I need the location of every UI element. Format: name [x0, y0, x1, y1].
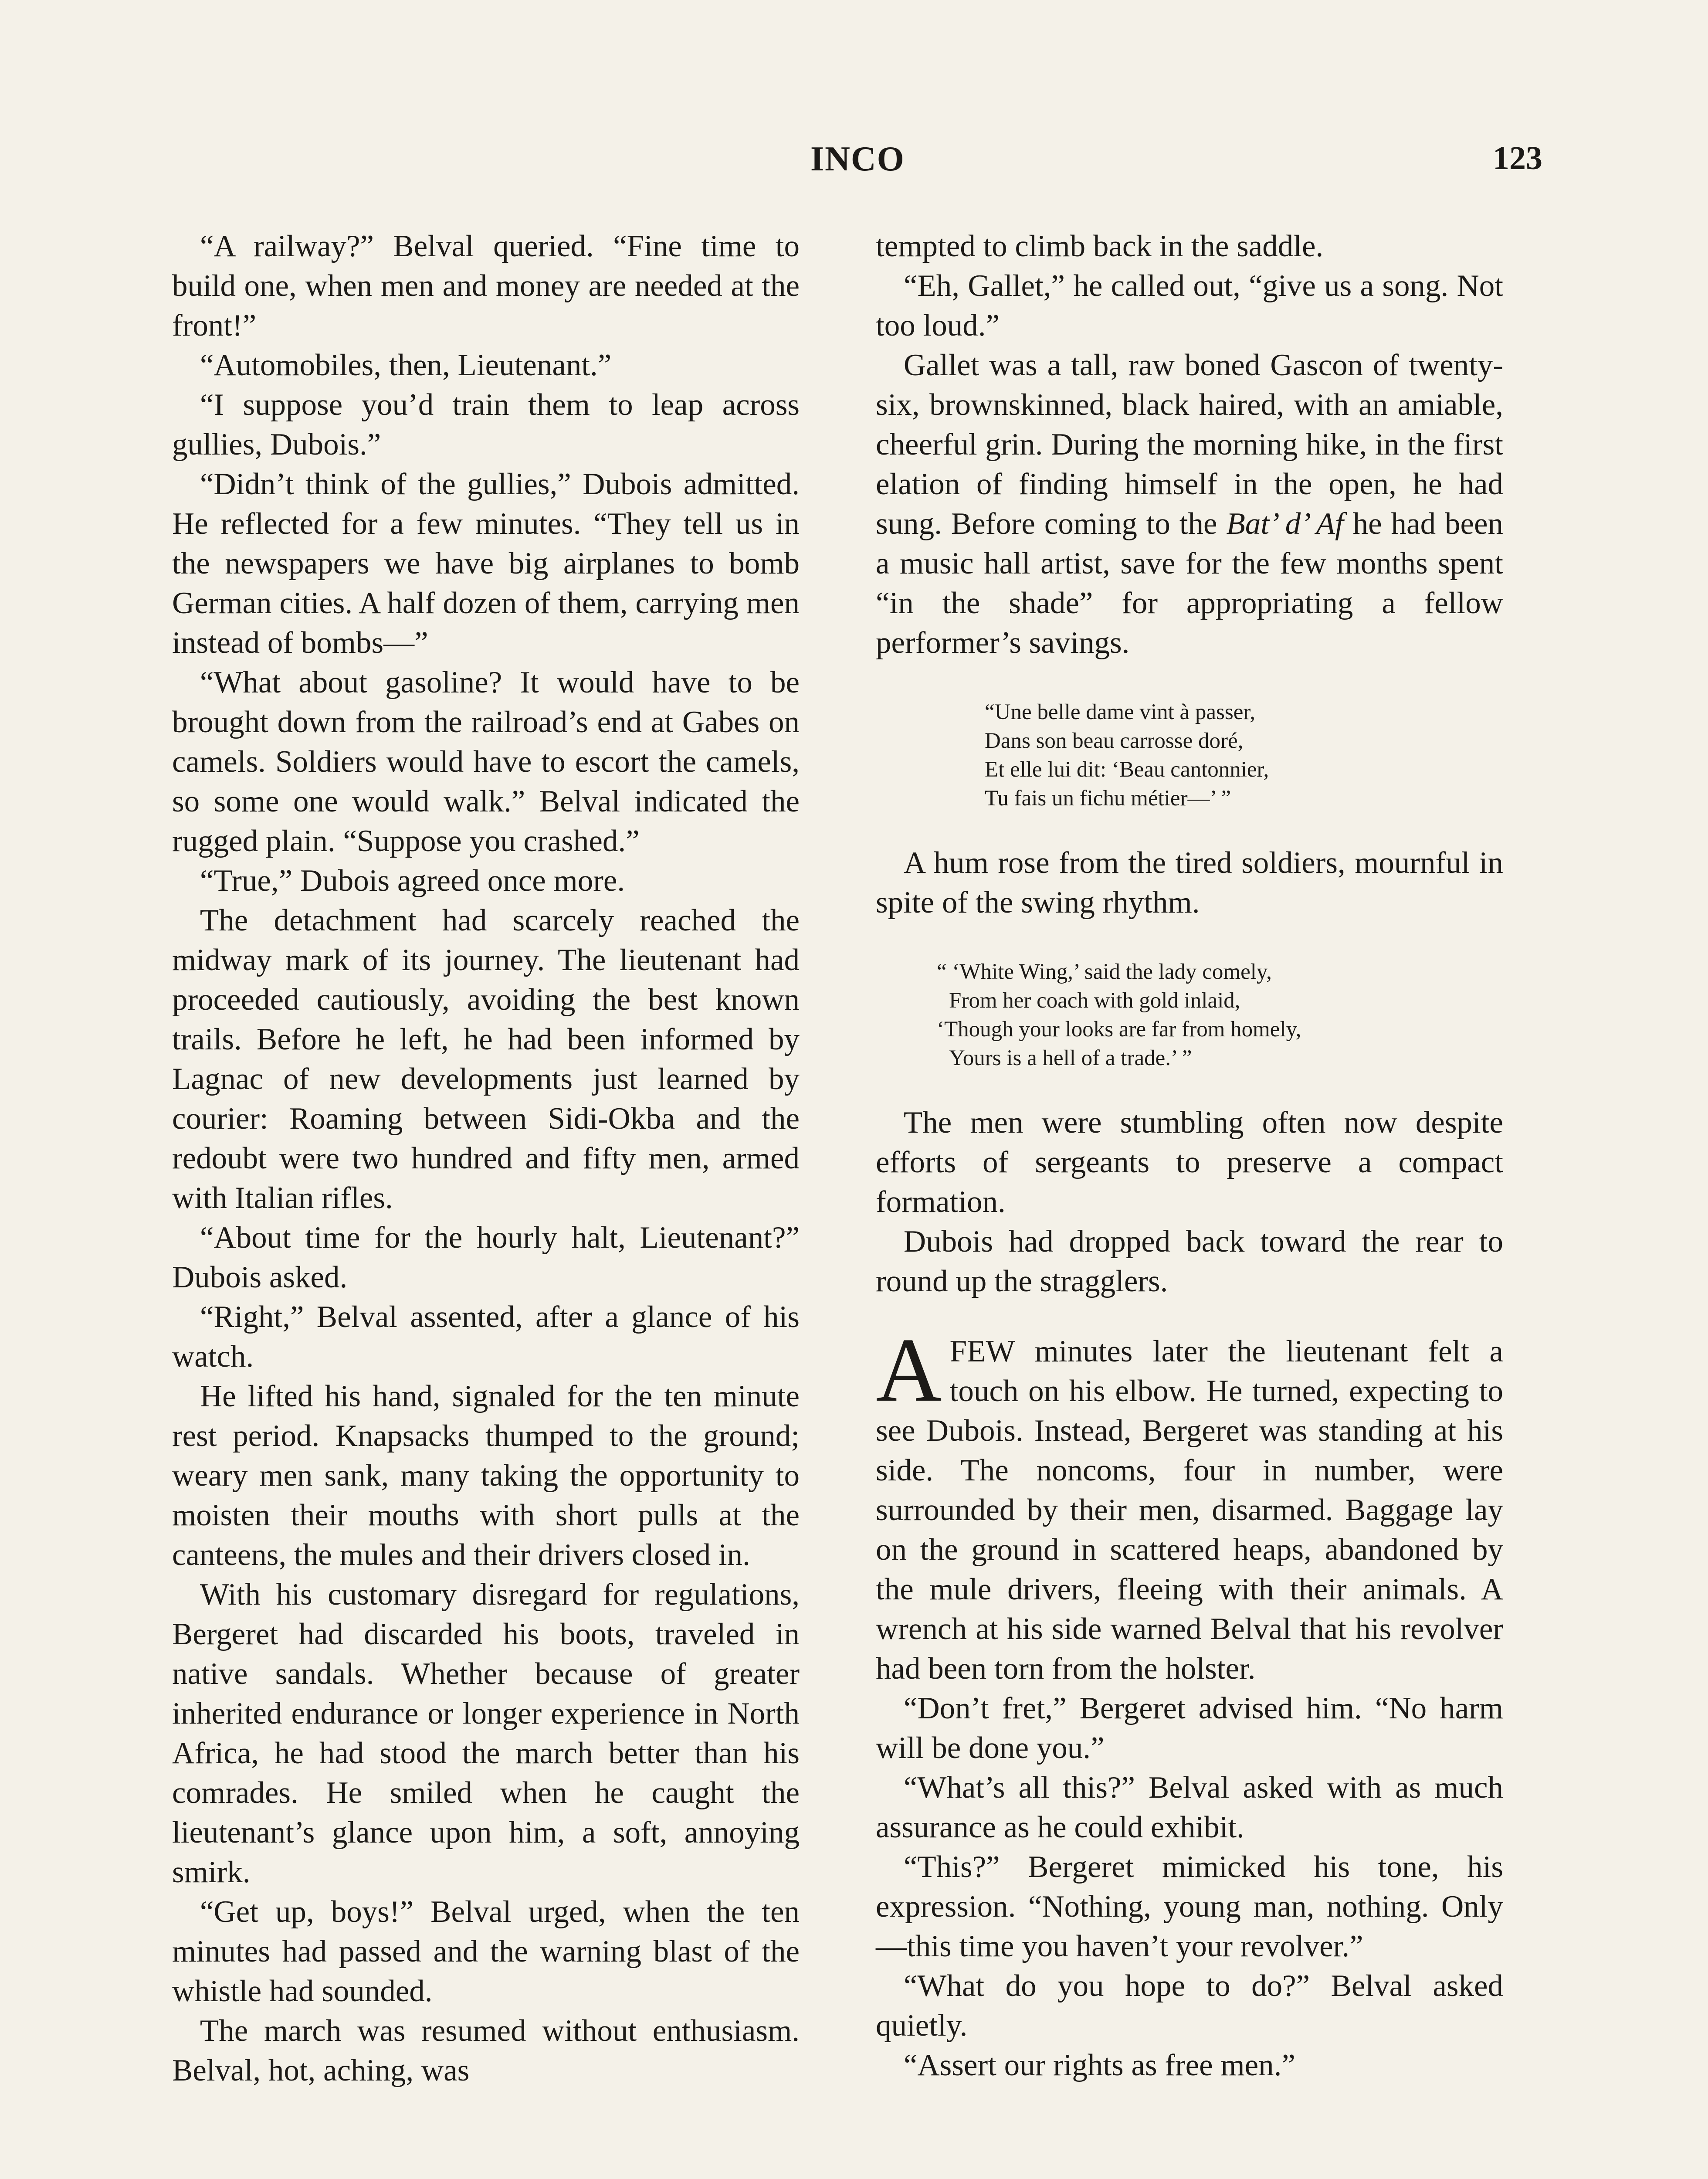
paragraph: “I suppose you’d train them to leap across gullies, Dubois.”	[172, 388, 800, 462]
paragraph: “Automobiles, then, Lieutenant.”	[200, 348, 612, 382]
paragraph: “This?” Bergeret mimicked his tone, his expression. “Nothing, young man, nothing. Only—this time you haven’t your revolver.”	[876, 1850, 1503, 1963]
paragraph: “What’s all this?” Belval asked with as much assurance as he could exhibit.	[876, 1771, 1503, 1844]
paragraph: “Don’t fret,” Bergeret advised him. “No harm will be done you.”	[876, 1691, 1503, 1765]
paragraph: With his customary disregard for regulations, Bergeret had discarded his boots, traveled in native sandals. Whether because of greater inherited endurance or longer experience in North Africa, he had stood the march better than his comrades. He smiled when he caught the lieutenant’s glance upon him, a soft, annoying smirk.	[172, 1578, 800, 1889]
verse-line: ‘Though your looks are far from homely,	[937, 1017, 1301, 1042]
verse-line: “ ‘White Wing,’ said the lady comely,	[937, 960, 1272, 984]
verse-line: From her coach with gold inlaid,	[949, 988, 1240, 1013]
paragraph: “Didn’t think of the gullies,” Dubois admitted. He reflected for a few minutes. “They tell us in the newspapers we have big airplanes to bomb German cities. A half dozen of them, carrying men instead of bombs—”	[172, 467, 800, 660]
paragraph: “A railway?” Belval queried. “Fine time to build one, when men and money are needed at the front!”	[172, 229, 800, 343]
italic-term: Bat’ d’ Af	[1226, 507, 1344, 541]
verse-line: “Une belle dame vint à passer,	[985, 700, 1256, 724]
right-column	[876, 227, 1503, 2085]
verse-line: Et elle lui dit: ‘Beau cantonnier,	[985, 757, 1269, 782]
paragraph: “Get up, boys!” Belval urged, when the ten minutes had passed and the warning blast of the whistle had sounded.	[172, 1895, 800, 2008]
paragraph: Dubois had dropped back toward the rear to round up the stragglers.	[876, 1225, 1503, 1298]
verse-line: Tu fais un fichu métier—’ ”	[985, 786, 1231, 811]
paragraph-text: Gallet was a tall, raw boned Gascon of twenty-six, brownskinned, black haired, with an amiable, cheerful grin. During the morning hike, in the first elation of finding himself in the open, he had sung. Before coming to the	[876, 348, 1503, 541]
verse-line: Yours is a hell of a trade.’ ”	[949, 1046, 1192, 1070]
left-column	[172, 227, 800, 2091]
paragraph: “Assert our rights as free men.”	[903, 2048, 1295, 2082]
paragraph-text: FEW minutes later the lieutenant felt a touch on his elbow. He turned, expecting to see Dubois. Instead, Bergeret was standing at his side. The noncoms, four in number, were surrounded by their men, disarmed. Baggage lay on the ground in scattered heaps, abandoned by the mule drivers, fleeing with their animals. A wrench at his side warned Belval that his revolver had been torn from the holster.	[876, 1334, 1503, 1686]
paragraph: “What do you hope to do?” Belval asked quietly.	[876, 1969, 1503, 2043]
paragraph-gallet	[876, 346, 1503, 663]
drop-cap: A	[876, 1320, 942, 1421]
paragraph: A hum rose from the tired soldiers, mournful in spite of the swing rhythm.	[876, 846, 1503, 920]
paragraph: “Right,” Belval assented, after a glance of his watch.	[172, 1300, 800, 1374]
paragraph: “True,” Dubois agreed once more.	[200, 864, 625, 898]
section-opening-paragraph	[876, 1320, 1503, 1689]
continued-paragraph: tempted to climb back in the saddle.	[876, 229, 1324, 263]
paragraph: The detachment had scarcely reached the midway mark of its journey. The lieutenant had proceeded cautiously, avoiding the best known trails. Before he left, he had been informed by Lagnac of new developments just learned by courier: Roaming between Sidi-Okba and the redoubt were two hundred and fifty men, armed with Italian rifles.	[172, 903, 800, 1215]
verse-french	[876, 698, 1503, 813]
paragraph: “Eh, Gallet,” he called out, “give us a song. Not too loud.”	[876, 269, 1503, 343]
paragraph: The men were stumbling often now despite efforts of sergeants to preserve a compact formation.	[876, 1106, 1503, 1219]
verse-english	[876, 957, 1503, 1073]
paragraph: He lifted his hand, signaled for the ten minute rest period. Knapsacks thumped to the ground; weary men sank, many taking the opportunity to moisten their mouths with short pulls at the canteens, the mules and their drivers closed in.	[172, 1379, 800, 1572]
paragraph: “What about gasoline? It would have to be brought down from the railroad’s end at Gabes on camels. Soldiers would have to escort the camels, so some one would walk.” Belval indicated the rugged plain. “Suppose you crashed.”	[172, 665, 800, 858]
paragraph-text: he had been a music hall artist, save for the few months spent “in the shade” for appropriating a fellow performer’s savings.	[876, 507, 1503, 660]
paragraph: The march was resumed without enthusiasm. Belval, hot, aching, was	[172, 2014, 800, 2087]
paragraph: “About time for the hourly halt, Lieutenant?” Dubois asked.	[172, 1221, 800, 1294]
page-number: 123	[1493, 140, 1542, 176]
verse-line: Dans son beau carrosse doré,	[985, 729, 1244, 753]
section-break	[876, 1301, 1503, 1332]
running-header-title: INCO	[810, 140, 905, 178]
